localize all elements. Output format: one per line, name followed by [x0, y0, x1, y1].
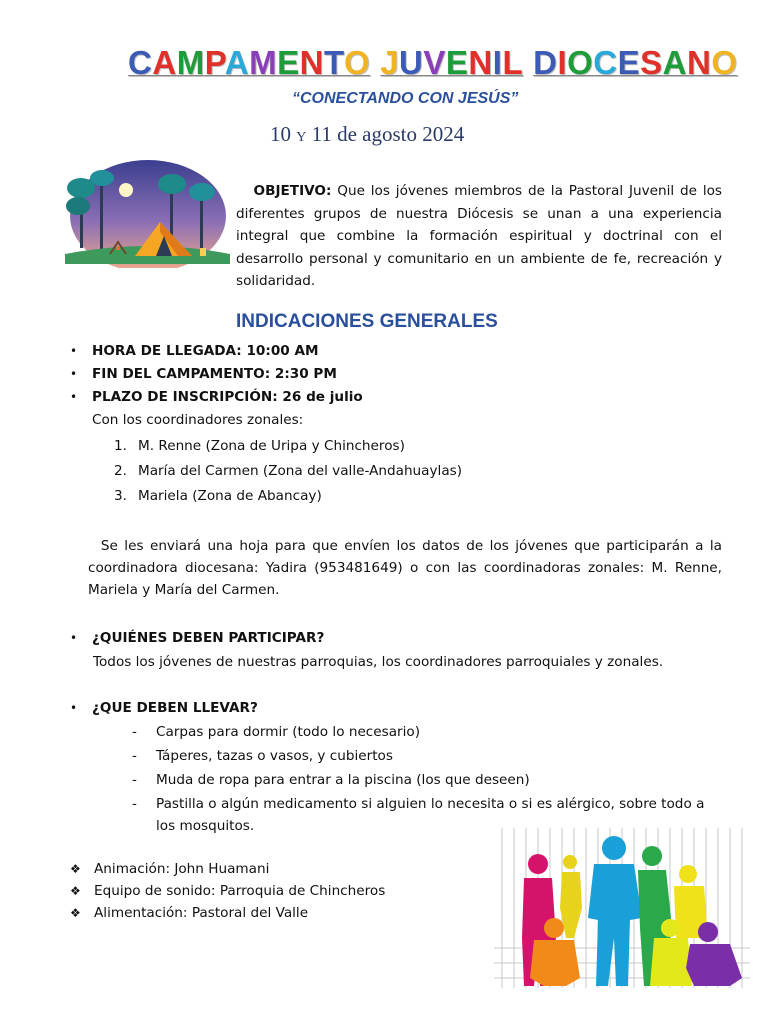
title-letter: P [204, 44, 225, 81]
bring-item-continued: los mosquitos. [156, 818, 255, 834]
bring-item: Táperes, tazas o vasos, y cubiertos [156, 748, 393, 764]
title-letter: E [277, 44, 300, 81]
page-title [128, 44, 738, 82]
coordinator-item: M. Renne (Zona de Uripa y Chincheros) [138, 438, 405, 454]
title-letter: I [492, 44, 503, 81]
title-letter: O [711, 44, 738, 81]
title-letter: U [399, 44, 424, 81]
title-letter: D [533, 44, 558, 81]
credit-item: ❖ Alimentación: Pastoral del Valle [70, 902, 385, 924]
title-letter: N [687, 44, 712, 81]
date-rest: 11 de agosto 2024 [311, 122, 465, 146]
title-letter: T [323, 44, 345, 81]
date-day1: 10 [270, 122, 291, 146]
objective-text: Que los jóvenes miembros de la Pastoral Juvenil de los diferentes grupos de nuestra Diócesis se unan a una experiencia integral que combine la formación espiritual y doctrinal con el desarrollo personal y comunitario en un ambiente de fe, recreación y solidaridad. [236, 183, 722, 289]
title-letter: J [380, 44, 400, 81]
who-question: ¿QUIÉNES DEBEN PARTICIPAR? [92, 630, 325, 646]
bullet-icon: • [70, 344, 78, 358]
end-time: FIN DEL CAMPAMENTO: 2:30 PM [92, 366, 337, 382]
coordinators-intro: Con los coordinadores zonales: [92, 412, 304, 428]
bring-item: Pastilla o algún medicamento si alguien lo necesita o si es alérgico, sobre todo a [156, 796, 705, 812]
title-word [128, 44, 370, 81]
list-number: 3. [114, 488, 127, 504]
title-letter: A [224, 44, 250, 81]
title-letter: M [249, 44, 278, 81]
title-letter: N [299, 44, 324, 81]
registration-text: Se les enviará una hoja para que envíen los datos de los jóvenes que participarán a la coordinadora diocesana: Yadira (953481649) o con las coordinadoras zonales: M. Renne, Mariela y María del Carmen. [88, 538, 722, 598]
list-number: 2. [114, 463, 127, 479]
diamond-bullet-icon: ❖ [70, 884, 81, 898]
title-letter: M [176, 44, 205, 81]
title-letter: E [617, 44, 641, 81]
title-letter: O [344, 44, 371, 81]
title-letter: N [468, 44, 493, 81]
coordinator-item: María del Carmen (Zona del valle-Andahuaylas) [138, 463, 463, 479]
title-word [380, 44, 523, 81]
dash-icon: - [132, 796, 137, 812]
arrival-time: HORA DE LLEGADA: 10:00 AM [92, 343, 319, 359]
bullet-icon: • [70, 701, 78, 715]
diamond-bullet-icon: ❖ [70, 906, 81, 920]
coordinator-item: Mariela (Zona de Abancay) [138, 488, 322, 504]
camping-illustration [60, 158, 235, 268]
credit-item: ❖ Equipo de sonido: Parroquia de Chincheros [70, 880, 385, 902]
objective-label: OBJETIVO: [253, 183, 332, 199]
credit-item: ❖ Animación: John Huamani [70, 858, 385, 880]
objective-paragraph [236, 180, 722, 293]
list-item [70, 627, 325, 650]
info-list [70, 340, 363, 409]
bullet-icon: • [70, 367, 78, 381]
registration-deadline: PLAZO DE INSCRIPCIÓN: 26 de julio [92, 389, 363, 405]
section-title: INDICACIONES GENERALES [236, 311, 498, 332]
list-item [70, 386, 363, 409]
credits-list [70, 858, 385, 924]
title-letter: O [567, 44, 594, 81]
title-letter: I [557, 44, 568, 81]
bring-question: ¿QUE DEBEN LLEVAR? [92, 700, 258, 716]
dash-icon: - [132, 748, 137, 764]
title-letter: C [128, 44, 153, 81]
title-letter: C [593, 44, 618, 81]
title-letter: E [445, 44, 469, 81]
bullet-icon: • [70, 390, 78, 404]
youth-silhouettes-illustration [494, 828, 750, 988]
bring-item: Muda de ropa para entrar a la piscina (los que deseen) [156, 772, 530, 788]
bring-item: Carpas para dormir (todo lo necesario) [156, 724, 421, 740]
title-letter: V [423, 44, 446, 81]
bring-list [70, 697, 258, 720]
who-list [70, 627, 325, 650]
dash-icon: - [132, 724, 137, 740]
date-conjunction: Y [296, 130, 307, 145]
registration-paragraph [88, 535, 722, 601]
list-number: 1. [114, 438, 127, 454]
title-letter: L [502, 44, 524, 81]
event-subtitle: “CONECTANDO CON JESÚS” [292, 90, 519, 107]
event-date [270, 122, 464, 147]
who-answer: Todos los jóvenes de nuestras parroquias, los coordinadores parroquiales y zonales. [93, 654, 664, 670]
dash-icon: - [132, 772, 137, 788]
list-item [70, 340, 363, 363]
list-item [70, 363, 363, 386]
title-letter: S [640, 44, 663, 81]
bullet-icon: • [70, 631, 78, 645]
title-word [533, 44, 737, 81]
diamond-bullet-icon: ❖ [70, 862, 81, 876]
title-letter: A [152, 44, 177, 81]
list-item [70, 697, 258, 720]
title-letter: A [662, 44, 688, 81]
